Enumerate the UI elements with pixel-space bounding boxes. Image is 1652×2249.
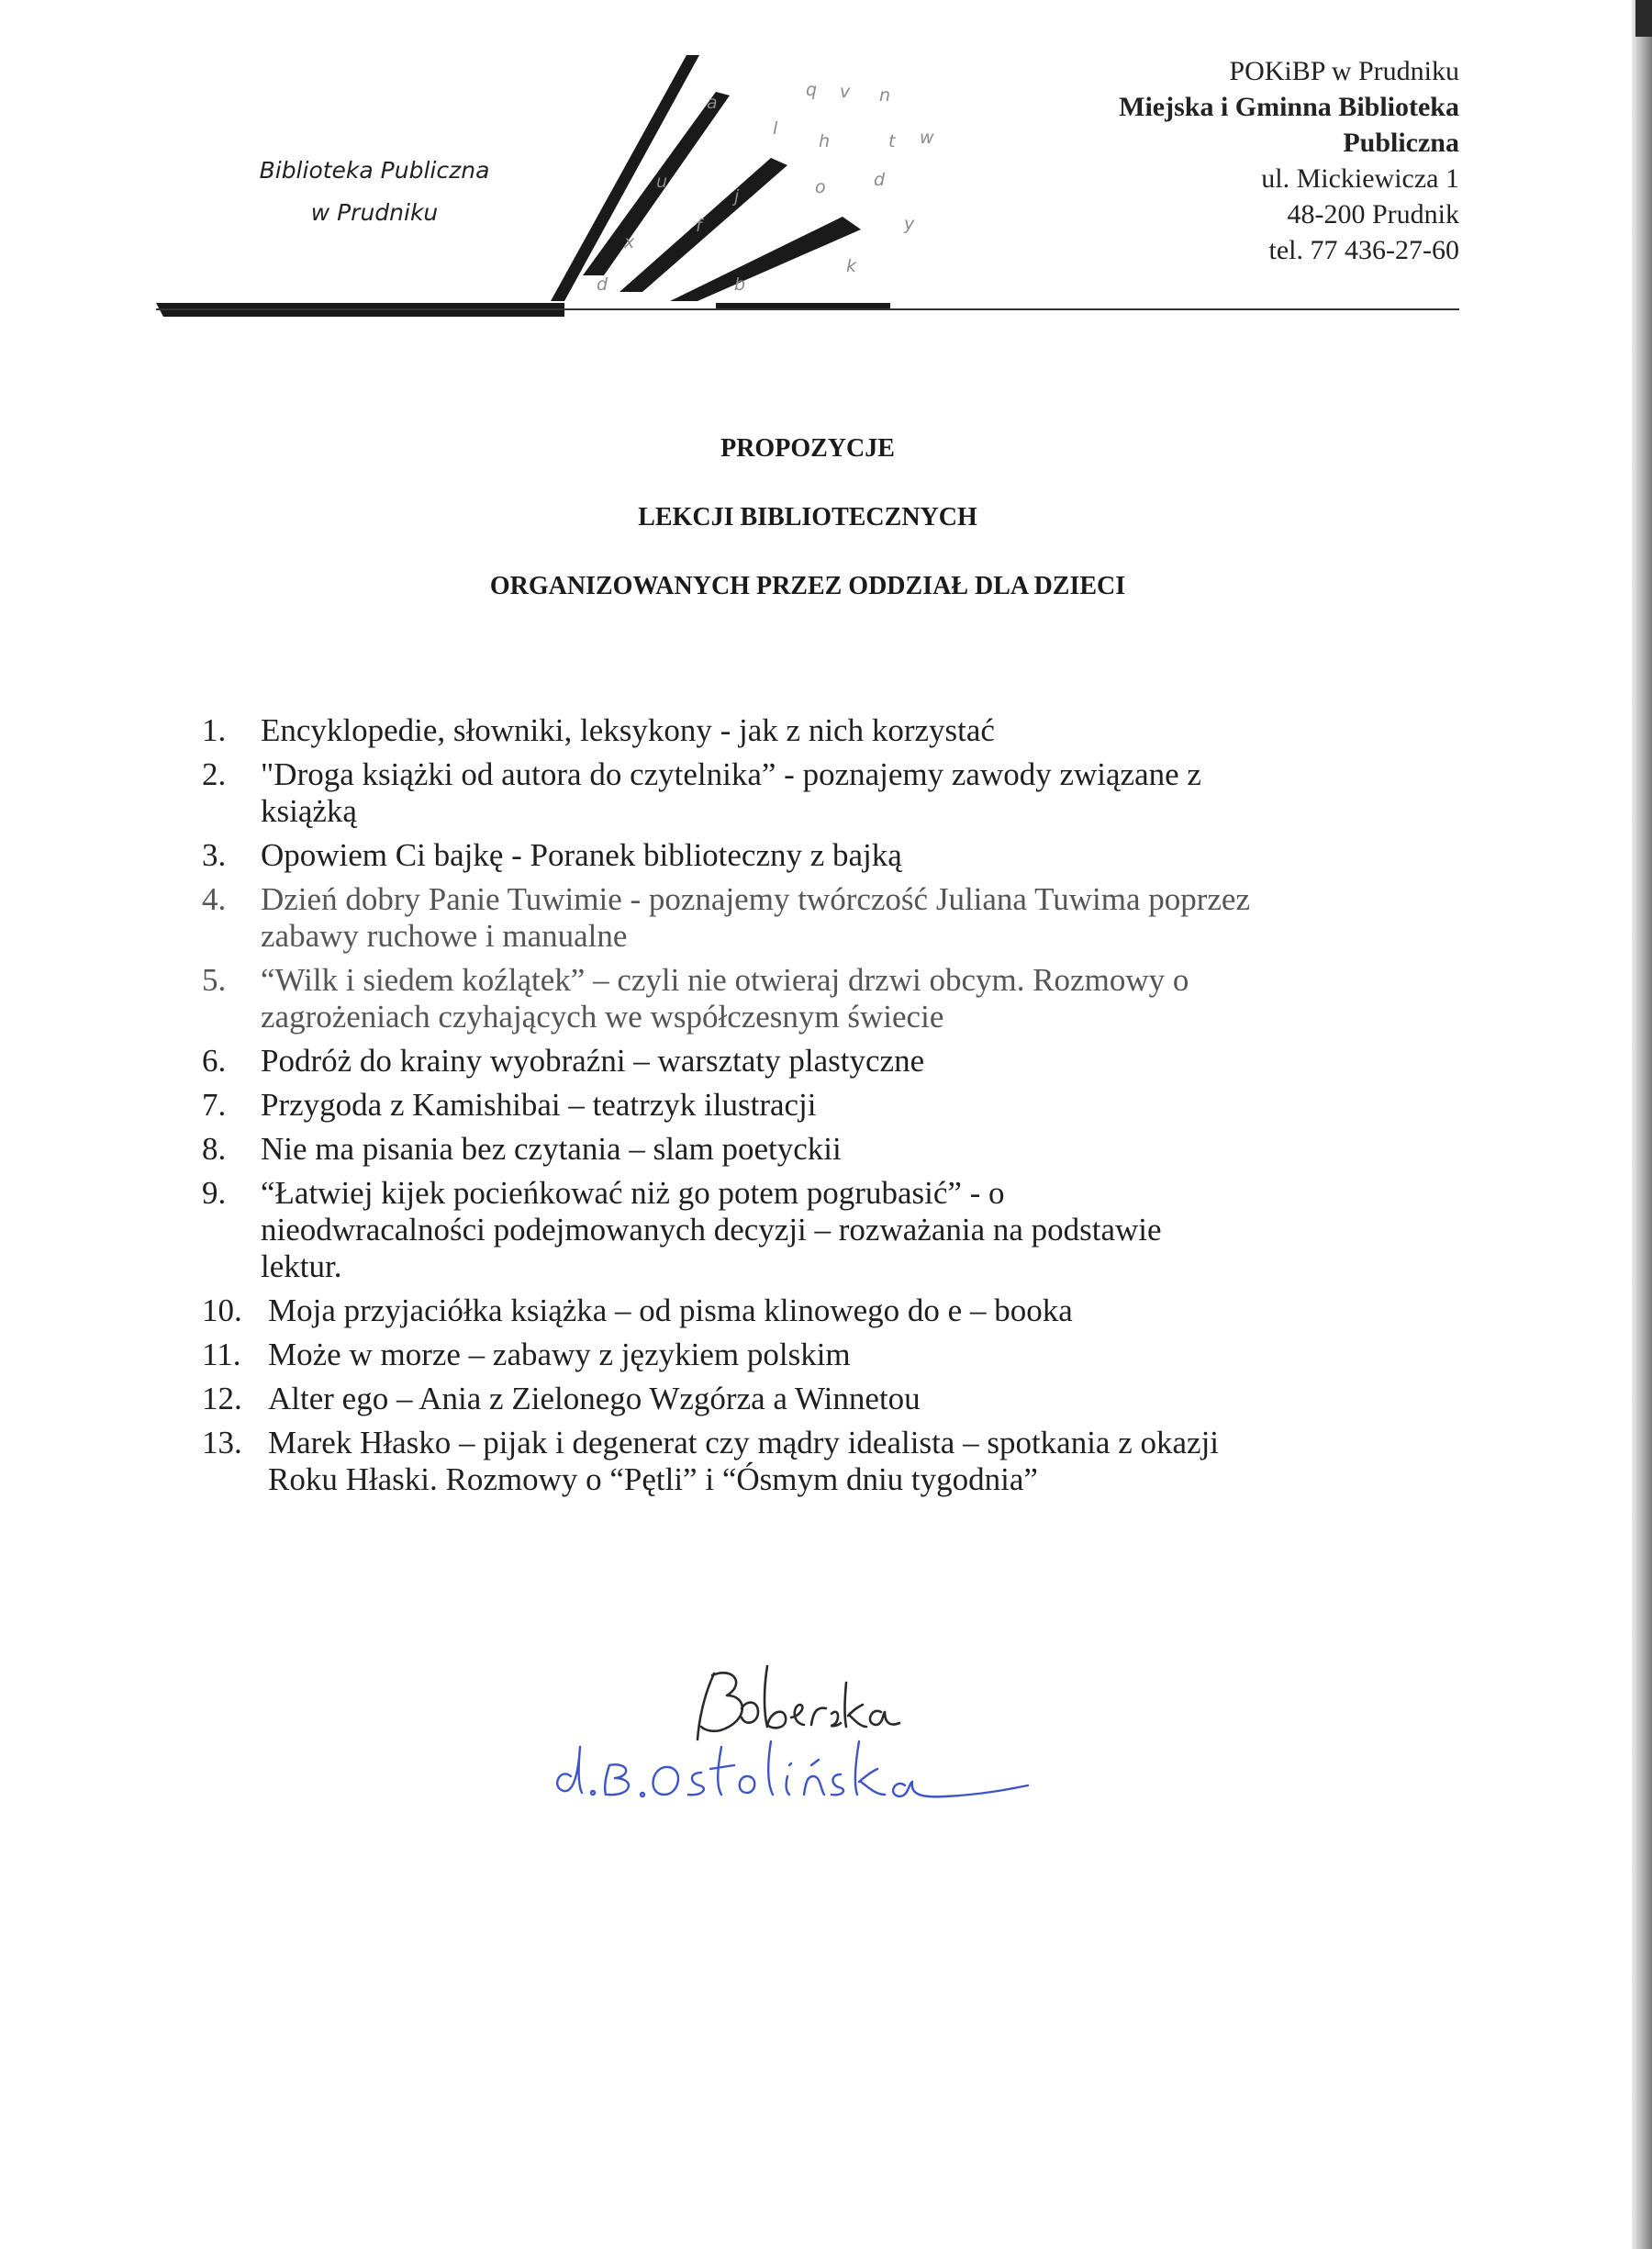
list-item-text: Encyklopedie, słowniki, leksykony - jak z nich korzystać <box>261 712 995 748</box>
list-item-number: 4. <box>202 881 227 917</box>
page-edge-shadow <box>1632 0 1652 2249</box>
list-item-number: 7. <box>202 1087 227 1123</box>
logo-letter: b <box>734 274 746 295</box>
list-item-text: Alter ego – Ania z Zielonego Wzgórza a Winnetou <box>268 1381 921 1416</box>
list-item-text: Marek Hłasko – pijak i degenerat czy mądry idealista – spotkania z okazji <box>268 1425 1220 1460</box>
list-item-number: 3. <box>202 837 227 873</box>
address-line: Miejska i Gminna Biblioteka <box>1119 92 1459 122</box>
document-title <box>0 431 1615 638</box>
library-logo-graphic <box>156 55 934 321</box>
logo-letter: t <box>888 131 896 151</box>
list-item-text: Moja przyjaciółka książka – od pisma klinowego do e – booka <box>268 1292 1073 1328</box>
list-item-number: 13. <box>202 1425 242 1460</box>
library-logo-line: w Prudniku <box>310 199 439 226</box>
logo-letter: l <box>773 118 778 139</box>
title-line: ORGANIZOWANYCH PRZEZ ODDZIAŁ DLA DZIECI <box>489 572 1126 600</box>
list-item-text: "Droga książki od autora do czytelnika” - poznajemy zawody związane z <box>261 756 1201 792</box>
list-item-text: “Łatwiej kijek pocieńkować niż go potem pogrubasić” - o <box>261 1175 1005 1211</box>
logo-letter: f <box>696 216 702 236</box>
page-corner-shadow <box>1635 0 1652 37</box>
address-line: 48-200 Prudnik <box>1287 199 1459 229</box>
logo-letter: n <box>879 85 891 106</box>
list-item-number: 11. <box>202 1337 241 1372</box>
list-item-text: Podróż do krainy wyobraźni – warsztaty plastyczne <box>261 1043 925 1079</box>
list-item-text: “Wilk i siedem koźlątek” – czyli nie otwieraj drzwi obcym. Rozmowy o <box>261 962 1189 998</box>
logo-letter: w <box>920 128 934 148</box>
list-item-number: 9. <box>202 1175 227 1211</box>
logo-letter: k <box>846 256 857 276</box>
list-item-number: 6. <box>202 1043 227 1079</box>
list-item-number: 2. <box>202 756 227 792</box>
lesson-list <box>202 712 1487 1505</box>
logo-letter: a <box>707 93 718 113</box>
logo-letter: d <box>874 170 886 190</box>
list-item <box>202 1087 1487 1124</box>
list-item <box>202 962 1487 1035</box>
handwritten-signatures <box>551 1639 1065 1822</box>
list-item-text: Dzień dobry Panie Tuwimie - poznajemy twórczość Juliana Tuwima poprzez <box>261 881 1250 917</box>
signature-boberska <box>698 1666 899 1740</box>
logo-letter: u <box>656 172 668 192</box>
list-item-number: 5. <box>202 962 227 998</box>
list-item <box>202 1043 1487 1080</box>
logo-letter: x <box>624 232 635 252</box>
logo-letter: q <box>806 80 818 100</box>
logo-letter: d <box>597 274 608 295</box>
logo-letter: v <box>840 82 851 102</box>
logo-stroke-1 <box>551 55 699 301</box>
list-item-text: Przygoda z Kamishibai – teatrzyk ilustracji <box>261 1087 817 1123</box>
list-item-number: 10. <box>202 1292 242 1328</box>
logo-letter: j <box>734 186 740 207</box>
logo-letter: y <box>904 214 915 234</box>
list-item <box>202 712 1487 749</box>
list-item <box>202 837 1487 874</box>
address-line: ul. Mickiewicza 1 <box>1261 163 1459 194</box>
address-line: POKiBP w Prudniku <box>1229 56 1459 86</box>
list-item-text: Roku Hłaski. Rozmowy o “Pętli” i “Ósmym dniu tygodnia” <box>268 1461 1038 1497</box>
list-item <box>202 1381 1487 1417</box>
signature-ostolinska <box>557 1741 1028 1796</box>
list-item-text: Nie ma pisania bez czytania – slam poetyckii <box>261 1131 842 1167</box>
list-item <box>202 756 1487 830</box>
address-block <box>982 53 1459 268</box>
list-item-number: 12. <box>202 1381 242 1416</box>
list-item <box>202 1131 1487 1168</box>
list-item <box>202 1425 1487 1498</box>
list-item-text: lektur. <box>261 1248 342 1284</box>
list-item-text: nieodwracalności podejmowanych decyzji – rozważania na podstawie <box>261 1212 1162 1248</box>
title-line: LEKCJI BIBLIOTECZNYCH <box>638 503 977 531</box>
list-item-text: książką <box>261 793 357 829</box>
title-line: PROPOZYCJE <box>720 434 895 463</box>
list-item-text: Opowiem Ci bajkę - Poranek biblioteczny z bajką <box>261 837 902 873</box>
header-divider <box>156 308 1459 310</box>
address-line: tel. 77 436-27-60 <box>1268 235 1459 265</box>
list-item-text: zabawy ruchowe i manualne <box>261 918 628 954</box>
list-item-text: zagrożeniach czyhających we współczesnym świecie <box>261 999 944 1035</box>
list-item <box>202 1175 1487 1285</box>
list-item <box>202 1337 1487 1373</box>
address-line: Publiczna <box>1343 128 1459 158</box>
list-item-number: 1. <box>202 712 227 748</box>
library-logo-line: Biblioteka Publiczna <box>259 157 490 184</box>
list-item-text: Może w morze – zabawy z językiem polskim <box>268 1337 851 1372</box>
list-item <box>202 1292 1487 1329</box>
logo-letter: h <box>819 131 831 151</box>
list-item <box>202 881 1487 955</box>
logo-letter: o <box>815 177 826 197</box>
list-item-number: 8. <box>202 1131 227 1167</box>
